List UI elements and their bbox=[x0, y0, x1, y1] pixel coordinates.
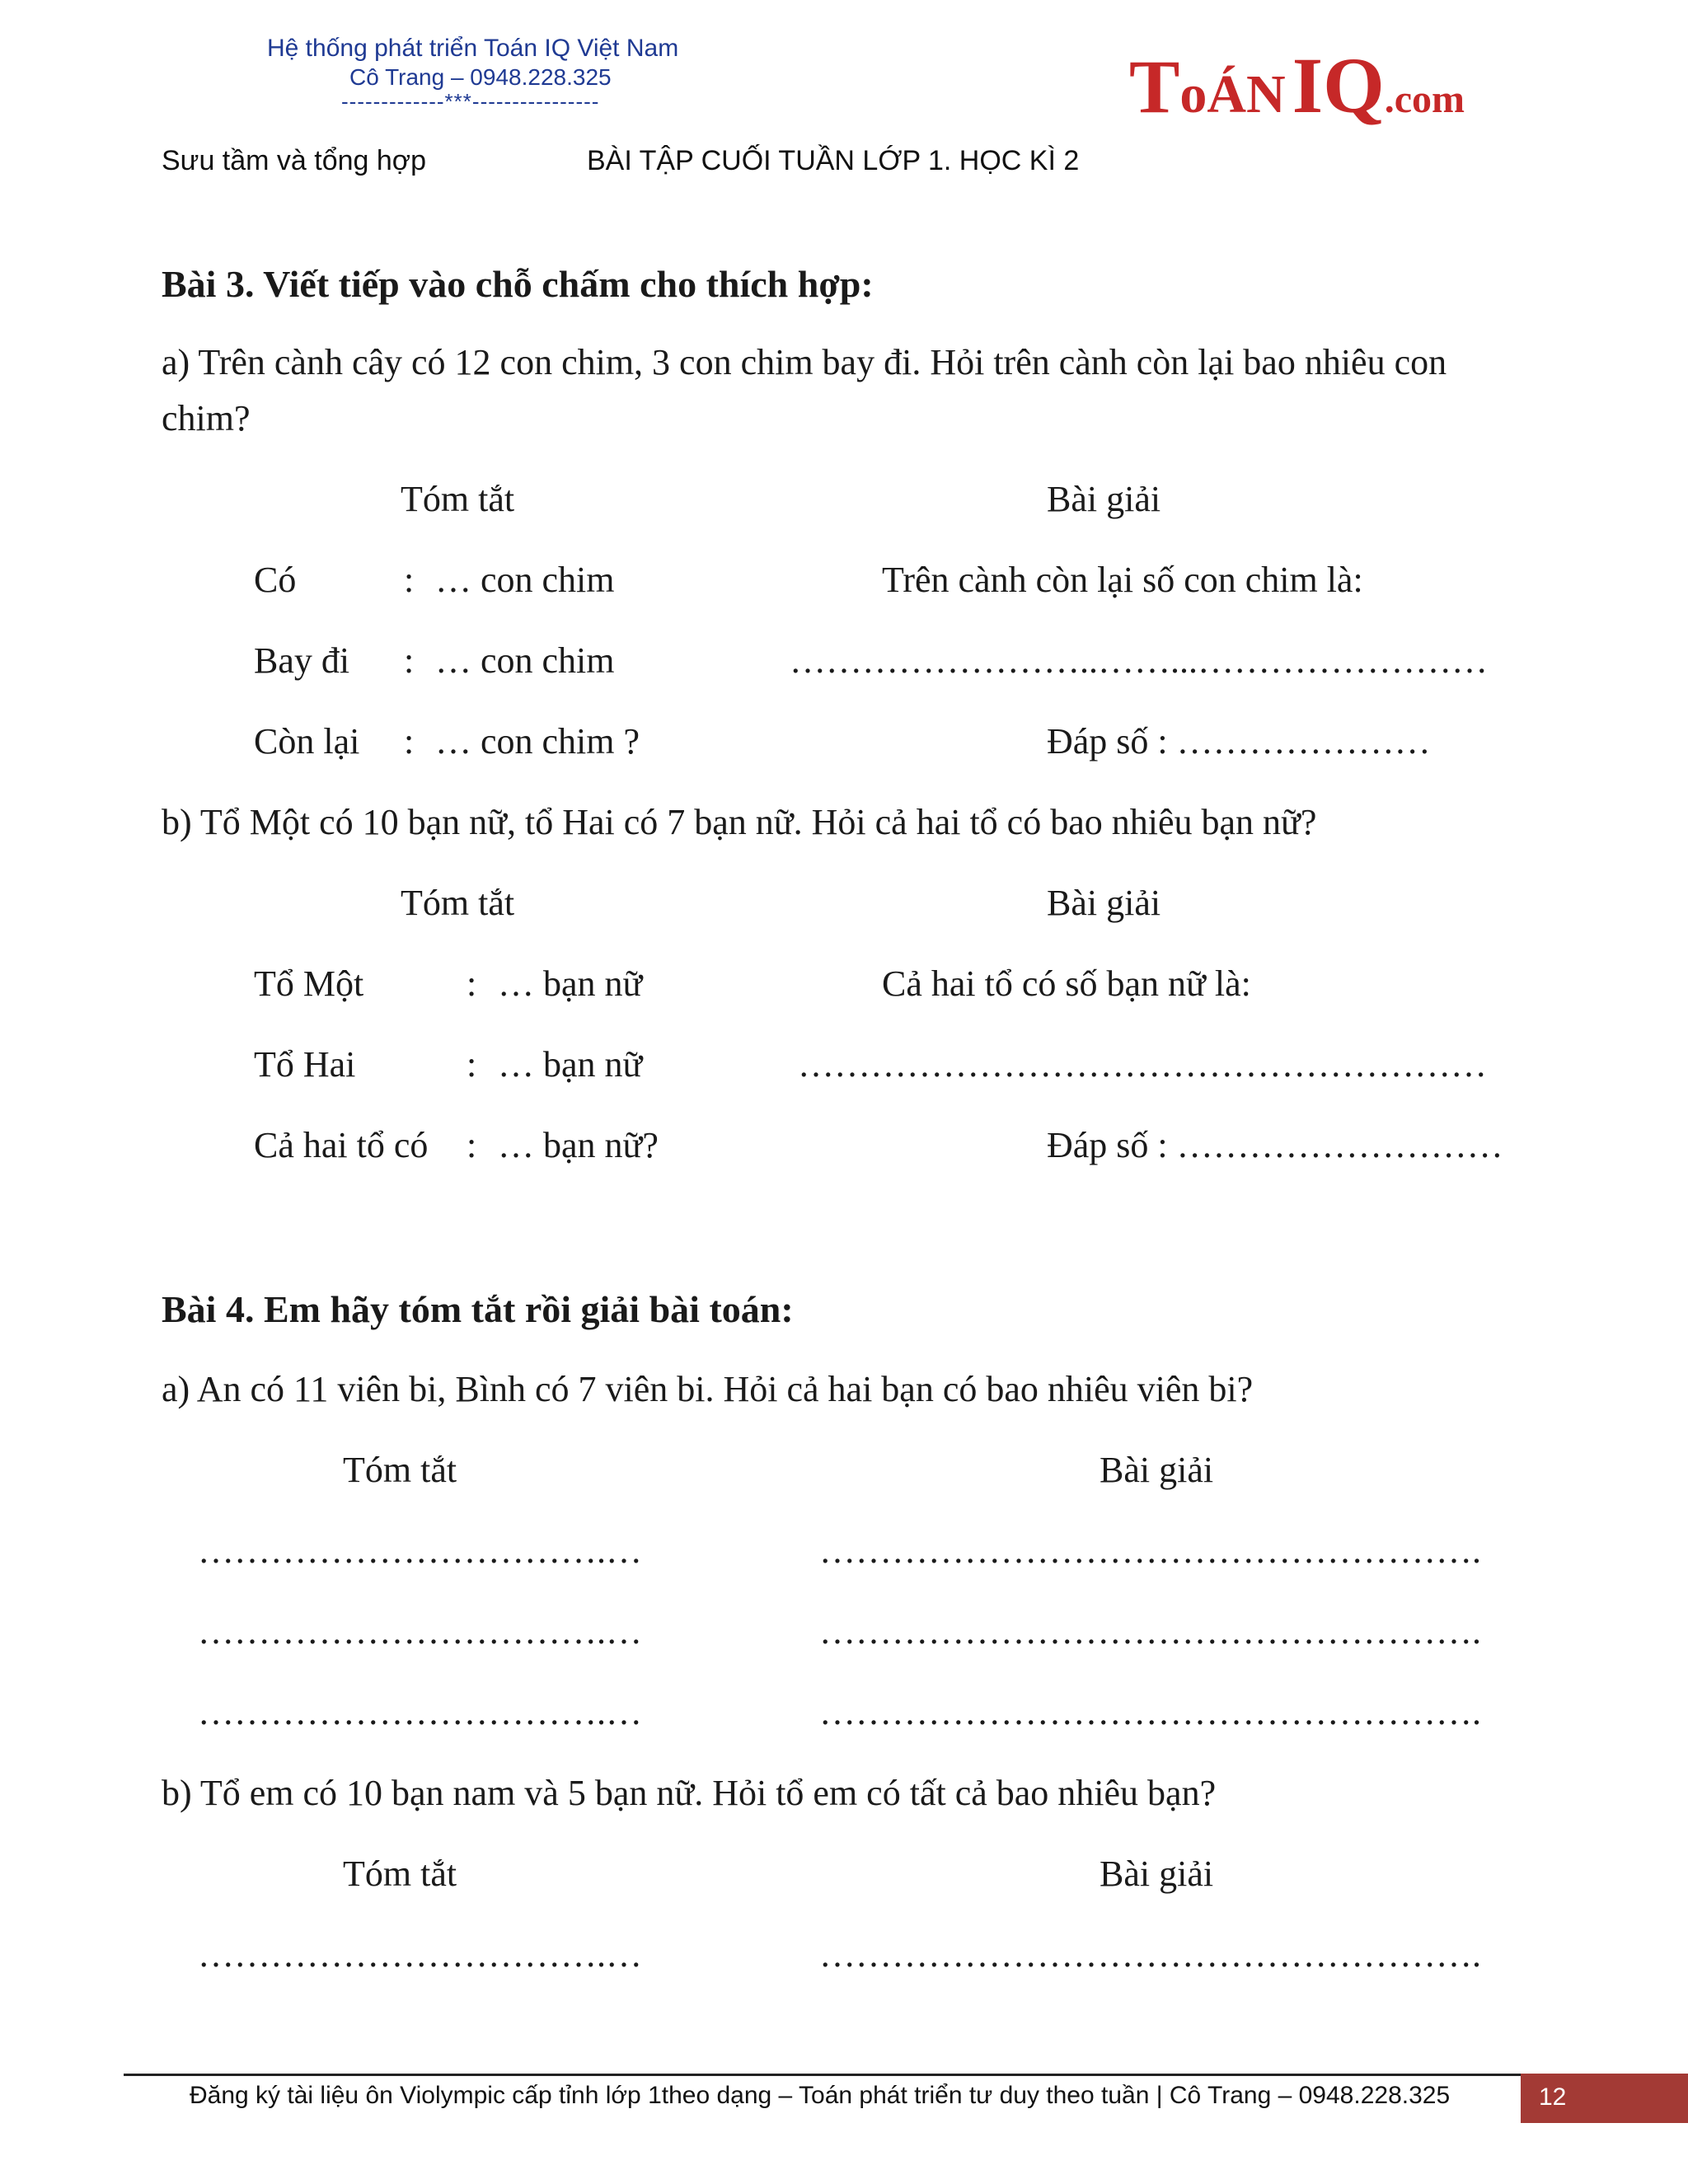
bai3a-row-colon: : bbox=[404, 560, 415, 600]
bai4a-solution-dots: ………………………………………………. bbox=[819, 1530, 1481, 1571]
logo bbox=[1129, 40, 1465, 131]
bai4-title: Bài 4. Em hãy tóm tắt rồi giải bài toán: bbox=[162, 1288, 794, 1330]
bai3a-question-line2: chim? bbox=[162, 398, 251, 438]
bai3a-answer: Đáp số : ………………… bbox=[1047, 721, 1431, 762]
bai3b-solution-text: Cả hai tổ có số bạn nữ là: bbox=[882, 963, 1251, 1004]
bai3a-solution-text: Trên cành còn lại số con chim là: bbox=[882, 560, 1363, 600]
bai3-title: Bài 3. Viết tiếp vào chỗ chấm cho thích hợp: bbox=[162, 263, 874, 305]
bai4a-solution-heading: Bài giải bbox=[1100, 1450, 1214, 1490]
bai3a-row-colon: : bbox=[404, 721, 415, 762]
bai4a-summary-dots: …………………………….… bbox=[198, 1530, 642, 1571]
doc-title: BÀI TẬP CUỐI TUẦN LỚP 1. HỌC KÌ 2 bbox=[587, 145, 1080, 176]
bai3b-summary-heading: Tóm tắt bbox=[401, 883, 515, 923]
header-contact: Cô Trang – 0948.228.325 bbox=[349, 64, 612, 90]
bai4a-summary-dots: …………………………….… bbox=[198, 1692, 642, 1732]
page-number: 12 bbox=[1539, 2083, 1567, 2111]
bai4b-solution-heading: Bài giải bbox=[1100, 1854, 1214, 1894]
bai3a-row-value: … con chim ? bbox=[435, 721, 640, 762]
bai3a-row-value: … con chim bbox=[435, 640, 615, 681]
bai3b-solution-heading: Bài giải bbox=[1047, 883, 1161, 923]
bai3a-row-value: … con chim bbox=[435, 560, 615, 600]
bai3a-row-label: Có bbox=[254, 560, 297, 600]
logo-iq: IQ bbox=[1292, 41, 1385, 129]
bai3b-row-colon: : bbox=[467, 963, 477, 1004]
bai4b-question: b) Tổ em có 10 bạn nam và 5 bạn nữ. Hỏi tổ em có tất cả bao nhiêu bạn? bbox=[162, 1773, 1217, 1813]
bai3a-solution-heading: Bài giải bbox=[1047, 479, 1161, 519]
bai3b-answer: Đáp số : ……………………… bbox=[1047, 1125, 1503, 1165]
footer-divider bbox=[124, 2074, 1558, 2076]
logo-suffix: .com bbox=[1384, 77, 1465, 121]
header-org: Hệ thống phát triển Toán IQ Việt Nam bbox=[267, 35, 679, 62]
bai3b-question: b) Tổ Một có 10 bạn nữ, tổ Hai có 7 bạn nữ. Hỏi cả hai tổ có bao nhiêu bạn nữ? bbox=[162, 802, 1317, 842]
bai3b-row-colon: : bbox=[467, 1125, 477, 1165]
bai3a-row-colon: : bbox=[404, 640, 415, 681]
bai3a-summary-heading: Tóm tắt bbox=[401, 479, 515, 519]
bai3a-row-label: Còn lại bbox=[254, 721, 360, 762]
collected-label: Sưu tầm và tổng hợp bbox=[162, 145, 427, 176]
bai4a-summary-heading: Tóm tắt bbox=[343, 1450, 457, 1490]
bai3b-row-value: … bạn nữ? bbox=[498, 1125, 659, 1165]
bai3b-row-value: … bạn nữ bbox=[498, 963, 643, 1004]
bai3a-row-label: Bay đi bbox=[254, 640, 350, 681]
bai3a-solution-dots: ……………………..……...…………………… bbox=[790, 640, 1488, 681]
logo-t: T bbox=[1129, 45, 1180, 129]
footer-text: Đăng ký tài liệu ôn Violympic cấp tỉnh lớp 1theo dạng – Toán phát triển tư duy theo tuần | Cô Trang – 0948.228.325 bbox=[190, 2082, 1451, 2109]
bai3b-solution-dots: ………………………………………………… bbox=[798, 1044, 1487, 1085]
header-stars: -------------***---------------- bbox=[341, 89, 600, 114]
bai3b-row-colon: : bbox=[467, 1044, 477, 1085]
page-number-box bbox=[1521, 2074, 1688, 2123]
bai4a-question: a) An có 11 viên bi, Bình có 7 viên bi. Hỏi cả hai bạn có bao nhiêu viên bi? bbox=[162, 1369, 1254, 1409]
bai3b-row-label: Tổ Hai bbox=[254, 1044, 356, 1085]
bai4a-solution-dots: ………………………………………………. bbox=[819, 1692, 1481, 1732]
bai4a-solution-dots: ………………………………………………. bbox=[819, 1611, 1481, 1652]
logo-oan: oÁN bbox=[1179, 64, 1286, 124]
bai3b-row-label: Tổ Một bbox=[254, 963, 364, 1004]
bai3a-question-line1: a) Trên cành cây có 12 con chim, 3 con chim bay đi. Hỏi trên cành còn lại bao nhiêu con bbox=[162, 342, 1447, 382]
bai4a-summary-dots: …………………………….… bbox=[198, 1611, 642, 1652]
bai4b-solution-dots: ………………………………………………. bbox=[819, 1934, 1481, 1975]
bai3b-row-label: Cả hai tổ có bbox=[254, 1125, 429, 1165]
bai4b-summary-heading: Tóm tắt bbox=[343, 1854, 457, 1894]
bai4b-summary-dots: …………………………….… bbox=[198, 1934, 642, 1975]
bai3b-row-value: … bạn nữ bbox=[498, 1044, 643, 1085]
